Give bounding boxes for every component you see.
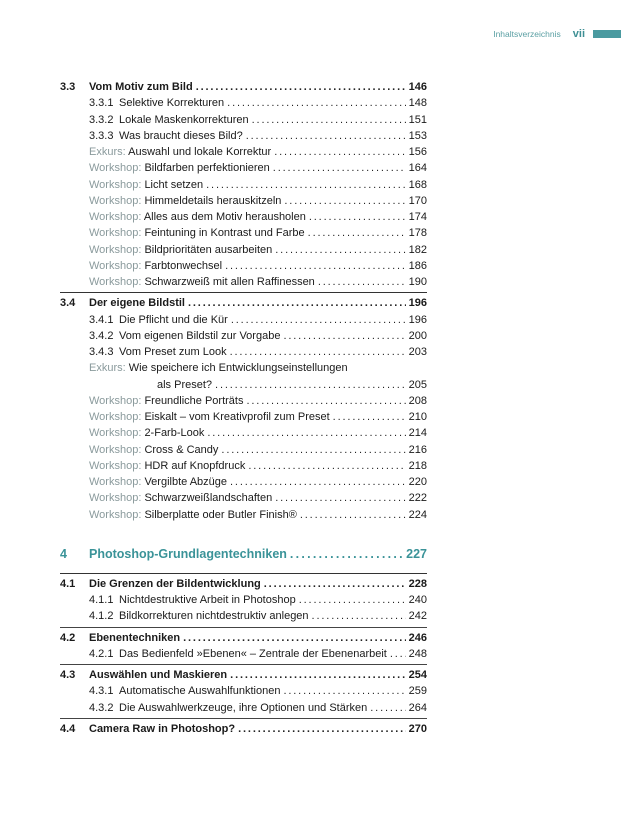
divider <box>60 292 427 293</box>
toc-number: 4.3.2 <box>89 701 114 714</box>
toc-page: 248 <box>408 647 427 660</box>
toc-leader <box>312 608 406 624</box>
toc-number: 4.3 <box>60 669 76 681</box>
toc-entry-4-3-2[interactable] <box>60 700 427 716</box>
toc-page: 240 <box>408 594 427 606</box>
toc-page: 224 <box>408 508 427 521</box>
toc-title: Auswählen und Maskieren <box>89 669 228 681</box>
toc-page: 246 <box>408 631 427 644</box>
toc-page: 208 <box>408 394 427 407</box>
toc-title-text: 2-Farb-Look <box>144 427 205 440</box>
toc-title-text: Schwarzweißlandschaften <box>144 492 273 505</box>
toc-workshop-entry[interactable] <box>60 225 427 241</box>
running-header <box>493 27 621 41</box>
toc-page: 264 <box>408 701 427 714</box>
toc-title-text: Schwarzweiß mit allen Raffinessen <box>144 276 315 288</box>
toc-workshop-entry[interactable] <box>60 274 427 290</box>
toc-leader <box>230 344 406 360</box>
toc-title <box>89 425 204 441</box>
toc-page: 153 <box>408 129 427 142</box>
toc-title <box>89 225 305 241</box>
toc-page: 170 <box>408 194 427 207</box>
toc-number: 4.4 <box>60 722 76 735</box>
divider <box>60 573 427 574</box>
toc-leader <box>246 393 405 409</box>
toc-leader <box>183 630 406 646</box>
table-of-contents <box>60 79 427 737</box>
header-accent-bar <box>593 30 621 38</box>
toc-title <box>89 193 281 209</box>
toc-section-4-2[interactable] <box>60 630 427 646</box>
toc-page: 178 <box>408 227 427 240</box>
toc-leader <box>196 79 406 95</box>
toc-title: Vom Preset zum Look <box>119 346 227 358</box>
toc-number: 3.3.3 <box>89 129 114 142</box>
toc-number: 3.3.2 <box>89 113 114 126</box>
toc-prefix: Workshop: <box>89 459 142 472</box>
toc-title-text: Feintuning in Kontrast und Farbe <box>144 227 305 240</box>
toc-leader <box>333 409 406 425</box>
toc-title-text: Alles aus dem Motiv herausholen <box>143 211 306 223</box>
toc-leader <box>221 442 405 458</box>
toc-title <box>89 360 348 376</box>
toc-workshop-entry[interactable] <box>60 442 427 458</box>
toc-prefix: Workshop: <box>89 476 142 488</box>
toc-number: 3.4.3 <box>89 346 114 358</box>
toc-title: Der eigene Bildstil <box>89 297 185 310</box>
toc-title <box>89 442 218 458</box>
spacer <box>60 523 427 545</box>
toc-page: 259 <box>408 685 427 698</box>
toc-title <box>89 507 297 523</box>
toc-leader <box>227 95 405 111</box>
toc-page: 146 <box>408 81 427 93</box>
toc-title-text: Farbtonwechsel <box>144 259 223 272</box>
toc-prefix: Workshop: <box>89 508 142 521</box>
toc-prefix: Workshop: <box>89 211 142 223</box>
toc-leader <box>299 592 406 608</box>
toc-workshop-entry[interactable] <box>60 177 427 193</box>
toc-title-text: Auswahl und lokale Korrektur <box>128 146 272 158</box>
toc-leader <box>252 112 406 128</box>
toc-leader <box>300 507 406 523</box>
toc-workshop-entry[interactable] <box>60 425 427 441</box>
toc-section-4-1[interactable] <box>60 576 427 592</box>
toc-title <box>89 409 330 425</box>
toc-workshop-entry[interactable] <box>60 393 427 409</box>
toc-title: Selektive Korrekturen <box>119 97 225 110</box>
toc-page: 190 <box>408 276 427 288</box>
toc-entry-3-4-1[interactable] <box>60 312 427 328</box>
toc-title <box>89 274 315 290</box>
toc-page: 174 <box>408 211 427 223</box>
toc-section-3-3[interactable] <box>60 79 427 95</box>
toc-workshop-entry[interactable] <box>60 242 427 258</box>
toc-leader <box>308 225 406 241</box>
toc-page: 148 <box>408 97 427 110</box>
toc-title: Die Pflicht und die Kür <box>119 313 228 326</box>
toc-leader <box>225 258 406 274</box>
toc-title-text: Wie speichere ich Entwicklungseinstellungen <box>128 362 348 375</box>
divider <box>60 718 427 719</box>
toc-leader <box>264 576 406 592</box>
toc-title-text: Himmeldetails herauskitzeln <box>144 194 282 207</box>
toc-title <box>89 242 272 258</box>
toc-entry-3-4-3[interactable] <box>60 344 427 360</box>
toc-prefix: Workshop: <box>89 427 142 440</box>
toc-title-text: HDR auf Knopfdruck <box>144 459 246 472</box>
toc-entry-4-1-1[interactable] <box>60 592 427 608</box>
toc-page: 200 <box>408 329 427 342</box>
toc-page: 196 <box>408 297 427 310</box>
toc-page: 218 <box>408 459 427 472</box>
toc-exkurs-entry[interactable] <box>60 144 427 160</box>
toc-page: 164 <box>408 162 427 175</box>
toc-number: 3.3 <box>60 81 76 93</box>
toc-title: Ebenentechniken <box>89 631 181 644</box>
toc-title: Bildkorrekturen nichtdestruktiv anlegen <box>119 610 309 623</box>
toc-title <box>89 144 271 160</box>
toc-title-text: Vergilbte Abzüge <box>144 476 228 488</box>
toc-leader <box>230 474 406 490</box>
toc-prefix: Workshop: <box>89 178 142 191</box>
toc-workshop-entry[interactable] <box>60 193 427 209</box>
toc-prefix: Workshop: <box>89 492 142 505</box>
toc-prefix: Workshop: <box>89 443 142 456</box>
toc-page: 186 <box>408 259 427 272</box>
toc-leader <box>283 328 405 344</box>
toc-number: 4.3.1 <box>89 685 114 698</box>
header-title: Inhaltsverzeichnis <box>493 29 561 39</box>
toc-entry-4-2-1[interactable] <box>60 646 427 662</box>
toc-workshop-entry[interactable] <box>60 507 427 523</box>
toc-leader <box>248 458 405 474</box>
toc-page: 203 <box>408 346 427 358</box>
toc-page: 270 <box>408 722 427 735</box>
toc-workshop-entry[interactable] <box>60 409 427 425</box>
toc-leader <box>390 646 406 662</box>
divider <box>60 627 427 628</box>
toc-page: 216 <box>408 443 427 456</box>
toc-leader <box>230 667 405 683</box>
toc-workshop-entry[interactable] <box>60 458 427 474</box>
toc-title: Camera Raw in Photoshop? <box>89 722 236 735</box>
toc-workshop-entry[interactable] <box>60 258 427 274</box>
toc-title <box>89 209 306 225</box>
toc-title: Was braucht dieses Bild? <box>119 129 243 142</box>
toc-page: 242 <box>408 610 427 623</box>
toc-title-text: Bildfarben perfektionieren <box>144 162 270 175</box>
toc-title: Das Bedienfeld »Ebenen« – Zentrale der Ebenenarbeit <box>119 647 387 660</box>
toc-chapter-4[interactable] <box>60 545 427 563</box>
toc-title <box>89 258 222 274</box>
toc-leader <box>207 425 405 441</box>
toc-leader <box>370 700 405 716</box>
toc-leader <box>275 490 405 506</box>
toc-leader <box>206 177 406 193</box>
toc-prefix: Workshop: <box>89 259 142 272</box>
toc-prefix: Workshop: <box>89 227 142 240</box>
toc-prefix: Workshop: <box>89 162 142 175</box>
toc-prefix: Exkurs: <box>89 362 126 375</box>
toc-number: 3.4 <box>60 297 76 310</box>
toc-number: 4.1.2 <box>89 610 114 623</box>
toc-title <box>89 458 245 474</box>
toc-title-text: Cross & Candy <box>144 443 219 456</box>
toc-exkurs-continuation[interactable] <box>60 377 427 393</box>
toc-leader <box>215 377 406 393</box>
toc-leader <box>283 683 405 699</box>
toc-page: 168 <box>408 178 427 191</box>
toc-leader <box>275 242 405 258</box>
toc-page: 205 <box>408 378 427 391</box>
toc-title-text: Licht setzen <box>144 178 204 191</box>
toc-title <box>89 160 270 176</box>
toc-workshop-entry[interactable] <box>60 490 427 506</box>
toc-entry-3-4-2[interactable] <box>60 328 427 344</box>
toc-leader <box>309 209 406 225</box>
toc-title: Vom eigenen Bildstil zur Vorgabe <box>119 329 281 342</box>
toc-title <box>89 177 203 193</box>
toc-number: 4.2 <box>60 631 76 644</box>
toc-entry-3-3-3[interactable] <box>60 128 427 144</box>
toc-leader <box>273 160 406 176</box>
toc-page: 196 <box>408 313 427 326</box>
toc-prefix: Workshop: <box>89 394 142 407</box>
toc-page: 220 <box>408 476 427 488</box>
toc-page: 222 <box>408 492 427 505</box>
toc-leader <box>188 295 406 311</box>
toc-page: 151 <box>408 113 427 126</box>
toc-title-continued: als Preset? <box>157 378 213 391</box>
toc-leader <box>290 545 403 563</box>
toc-title-text: Eiskalt – vom Kreativprofil zum Preset <box>144 411 330 423</box>
toc-leader <box>238 721 406 737</box>
toc-page: 254 <box>408 669 427 681</box>
toc-entry-4-1-2[interactable] <box>60 608 427 624</box>
toc-page: 214 <box>408 427 427 440</box>
toc-number: 4 <box>60 546 67 561</box>
toc-number: 3.4.1 <box>89 313 114 326</box>
toc-workshop-entry[interactable] <box>60 474 427 490</box>
toc-workshop-entry[interactable] <box>60 160 427 176</box>
toc-title <box>89 393 243 409</box>
toc-page: 182 <box>408 243 427 256</box>
toc-workshop-entry[interactable] <box>60 209 427 225</box>
toc-number: 4.1.1 <box>89 594 114 606</box>
header-page-number: vii <box>572 28 585 40</box>
toc-title: Die Auswahlwerkzeuge, ihre Optionen und Stärken <box>119 701 368 714</box>
toc-title: Photoshop-Grundlagentechniken <box>89 546 287 561</box>
toc-title: Die Grenzen der Bildentwicklung <box>89 577 261 590</box>
toc-section-4-3[interactable] <box>60 667 427 683</box>
toc-leader <box>274 144 405 160</box>
toc-leader <box>246 128 406 144</box>
toc-entry-4-3-1[interactable] <box>60 683 427 699</box>
toc-entry-3-3-2[interactable] <box>60 112 427 128</box>
toc-leader <box>231 312 406 328</box>
toc-prefix: Exkurs: <box>89 146 126 158</box>
toc-page: 210 <box>408 411 427 423</box>
toc-prefix: Workshop: <box>89 411 142 423</box>
toc-number: 4.2.1 <box>89 647 114 660</box>
toc-title: Lokale Maskenkorrekturen <box>119 113 249 126</box>
toc-prefix: Workshop: <box>89 276 142 288</box>
toc-title: Vom Motiv zum Bild <box>89 81 193 93</box>
toc-title <box>89 490 272 506</box>
toc-prefix: Workshop: <box>89 243 142 256</box>
toc-page: 156 <box>408 146 427 158</box>
toc-page: 228 <box>408 577 427 590</box>
toc-exkurs-entry[interactable] <box>60 360 427 376</box>
toc-section-3-4[interactable] <box>60 295 427 311</box>
toc-section-4-4[interactable] <box>60 721 427 737</box>
toc-title <box>89 474 227 490</box>
toc-leader <box>284 193 405 209</box>
toc-entry-3-3-1[interactable] <box>60 95 427 111</box>
toc-leader <box>318 274 406 290</box>
toc-title: Nichtdestruktive Arbeit in Photoshop <box>119 594 296 606</box>
toc-title-text: Bildprioritäten ausarbeiten <box>144 243 273 256</box>
toc-page: 227 <box>406 546 427 561</box>
divider <box>60 664 427 665</box>
toc-title-text: Silberplatte oder Butler Finish® <box>144 508 297 521</box>
toc-number: 4.1 <box>60 577 76 590</box>
toc-number: 3.3.1 <box>89 97 114 110</box>
toc-number: 3.4.2 <box>89 329 114 342</box>
toc-prefix: Workshop: <box>89 194 142 207</box>
toc-title-text: Freundliche Porträts <box>144 394 244 407</box>
toc-title: Automatische Auswahlfunktionen <box>119 685 281 698</box>
